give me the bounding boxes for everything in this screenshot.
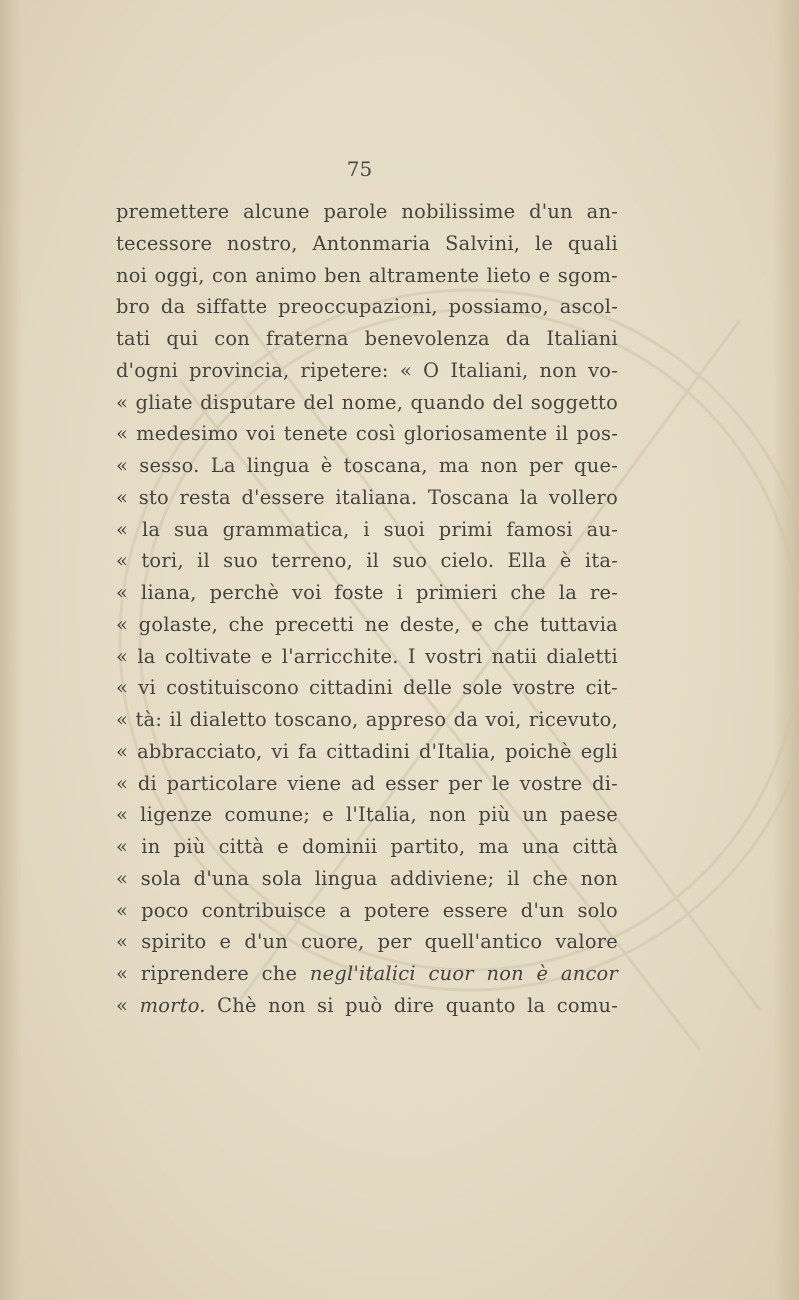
text-italic: morto. [139,993,206,1017]
text-line: « di particolare viene ad esser per le vostre di- [116,771,618,795]
text-line: « sola d'una sola lingua addiviene; il che non [116,866,618,890]
text-line: « vi costituiscono cittadini delle sole vostre cit- [116,676,618,700]
text-line: d'ogni provincia, ripetere: « O Italiani, non vo- [116,358,618,382]
text-line: « spirito e d'un cuore, per quell'antico valore [116,930,618,954]
text-line-mixed [116,990,618,1022]
text-line: « sto resta d'essere italiana. Toscana la vollero [116,485,618,509]
text-roman: Chè non si può dire quanto la comu- [205,993,618,1017]
text-line: « tà: il dialetto toscano, appreso da voi, ricevuto, [116,708,618,731]
text-roman: « riprendere che [116,962,310,985]
text-line: « golaste, che precetti ne deste, e che tuttavia [116,612,618,636]
text-line: tecessore nostro, Antonmaria Salvini, le quali [116,231,618,255]
body-text [116,196,618,1022]
text-line: « in più città e dominii partito, ma una città [116,835,618,858]
text-line: « sesso. La lingua è toscana, ma non per que- [116,454,618,477]
text-line: « abbracciato, vi fa cittadini d'Italia, poichè egli [116,739,618,763]
text-roman: « [116,993,140,1017]
text-line: bro da siffatte preoccupazioni, possiamo, ascol- [116,295,618,319]
text-line: « tori, il suo terreno, il suo cielo. Ella è ita- [116,549,618,573]
text-line: « ligenze comune; e l'Italia, non più un paese [116,803,618,827]
text-line: premettere alcune parole nobilissime d'un an- [116,200,618,223]
text-line: « medesimo voi tenete così gloriosamente il pos- [116,422,618,446]
text-line: noi oggi, con animo ben altramente lieto e sgom- [116,263,618,287]
text-line-mixed [116,958,618,990]
text-line: tati qui con fraterna benevolenza da Italiani [116,327,618,350]
page-number: 75 [346,157,373,181]
text-line: « liana, perchè voi foste i primieri che la re- [116,581,618,604]
text-line: « poco contribuisce a potere essere d'un solo [116,898,618,922]
text-line: « gliate disputare del nome, quando del soggetto [116,390,618,414]
text-line: « la sua grammatica, i suoi primi famosi au- [116,517,618,541]
text-italic: negl'italici cuor non è ancor [309,962,618,985]
text-line: « la coltivate e l'arricchite. I vostri natii dialetti [116,644,618,668]
